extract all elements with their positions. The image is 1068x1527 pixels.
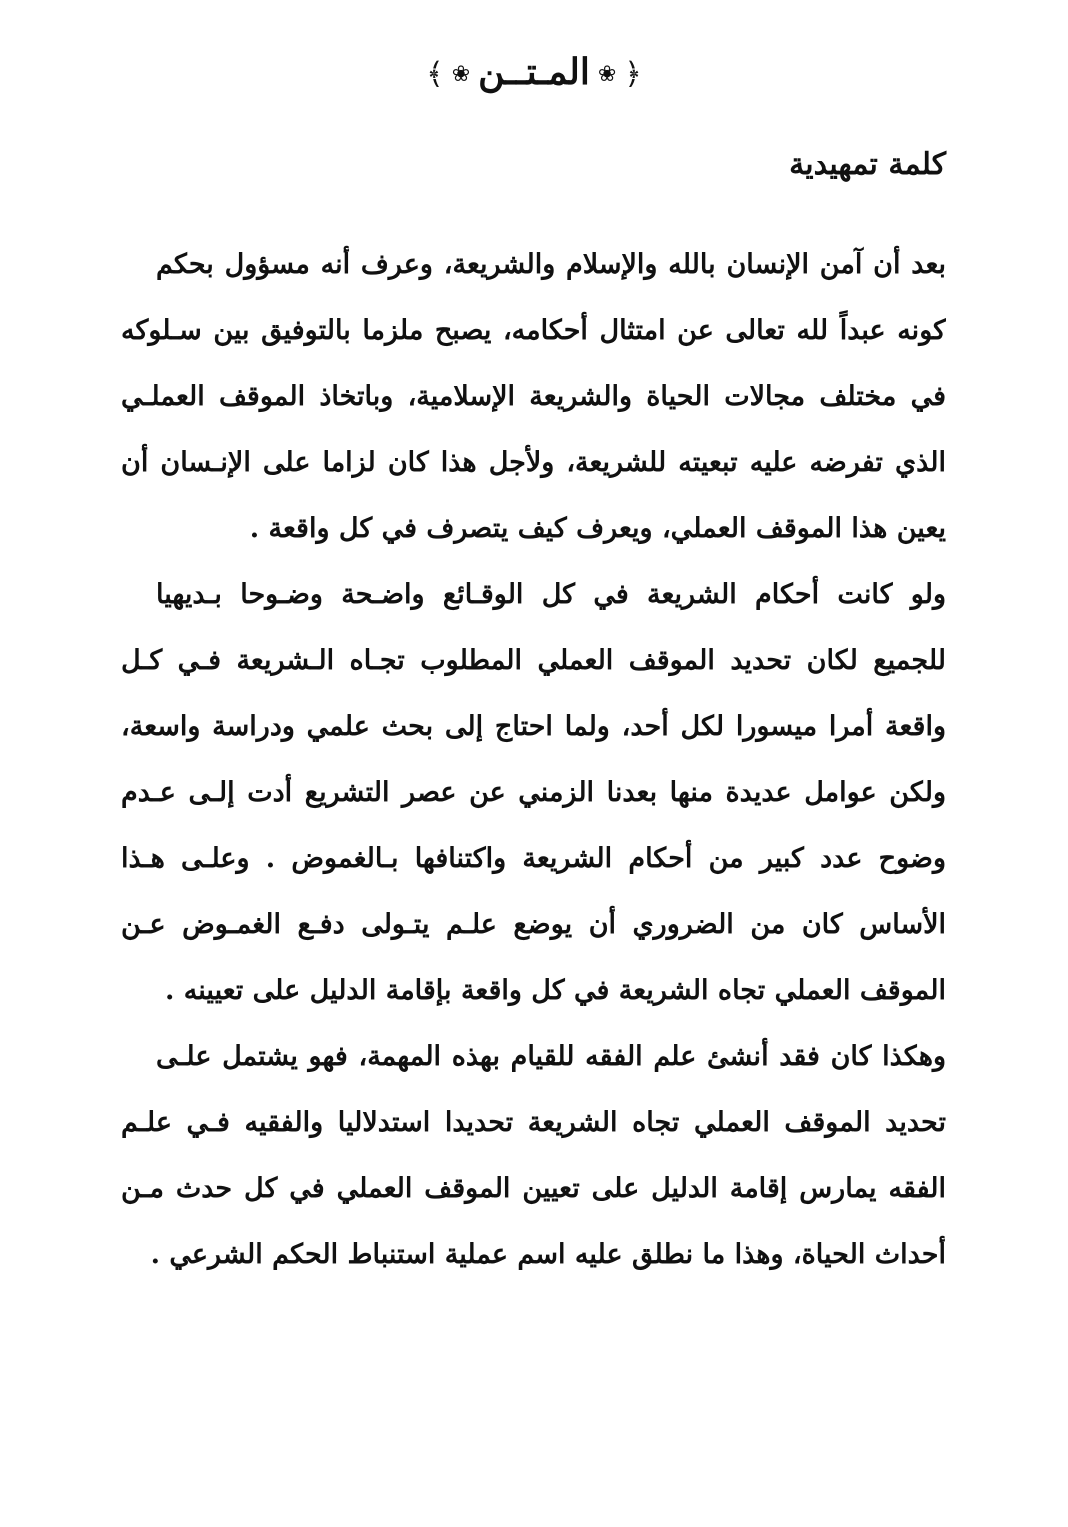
title-ornament-icon: ❀ — [597, 62, 617, 87]
paragraph-1-line-4: الذي تفرضه عليه تبعيته للشريعة، ولأجل هذا كان لزاما على الإنـسان أن — [121, 447, 946, 478]
paragraph-2-line-4: ولكن عوامل عديدة منها بعدنا الزمني عن عصر التشريع أدت إلـى عـدم — [121, 777, 946, 808]
paragraph-3-line-4: أحداث الحياة، وهذا ما نطلق عليه اسم عملية استنباط الحكم الشرعي . — [150, 1239, 946, 1270]
paragraph-2-line-3: واقعة أمرا ميسورا لكل أحد، ولما احتاج إلى بحث علمي ودراسة واسعة، — [121, 711, 946, 742]
title-right-bracket: ﴾ — [426, 57, 444, 92]
paragraph-1-line-3: في مختلف مجالات الحياة والشريعة الإسلامية، وباتخاذ الموقف العملـي — [121, 381, 946, 412]
paragraph-2-line-7: الموقف العملي تجاه الشريعة في كل واقعة بإقامة الدليل على تعيينه . — [165, 975, 946, 1006]
title-ornament-icon: ❀ — [451, 62, 471, 87]
paragraph-2-line-2: للجميع لكان تحديد الموقف العملي المطلوب تجـاه الـشريعة فـي كـل — [121, 645, 946, 676]
paragraph-1-line-1: بعد أن آمن الإنسان بالله والإسلام والشريعة، وعرف أنه مسؤول بحكم — [156, 249, 946, 280]
paragraph-3-line-1: وهكذا كان فقد أنشئ علم الفقه للقيام بهذه المهمة، فهو يشتمل علـى — [156, 1041, 946, 1072]
paragraph-3-line-3: الفقه يمارس إقامة الدليل على تعيين الموقف العملي في كل حدث مـن — [121, 1173, 946, 1204]
paragraph-2-line-6: الأساس كان من الضروري أن يوضع علـم يتـولى دفـع الغمـوض عـن — [121, 909, 946, 940]
title-left-bracket: ﴿ — [624, 57, 642, 92]
paragraph-1-line-5: يعين هذا الموقف العملي، ويعرف كيف يتصرف في كل واقعة . — [249, 513, 946, 544]
paragraph-1-line-2: كونه عبداً لله تعالى عن امتثال أحكامه، يصبح ملزما بالتوفيق بين سـلوكه — [121, 315, 946, 346]
section-heading: كلمة تمهيدية — [789, 147, 946, 182]
page-title — [0, 42, 1068, 105]
title-text: المـتــن — [478, 51, 590, 93]
paragraph-2-line-5: وضوح عدد كبير من أحكام الشريعة واكتنافها بـالغموض . وعلـى هـذا — [121, 843, 946, 874]
paragraph-2-line-1: ولو كانت أحكام الشريعة في كل الوقـائع واضـحة وضـوحا بـديهيا — [156, 579, 946, 610]
paragraph-3-line-2: تحديد الموقف العملي تجاه الشريعة تحديدا استدلاليا والفقيه فـي علـم — [121, 1107, 946, 1138]
